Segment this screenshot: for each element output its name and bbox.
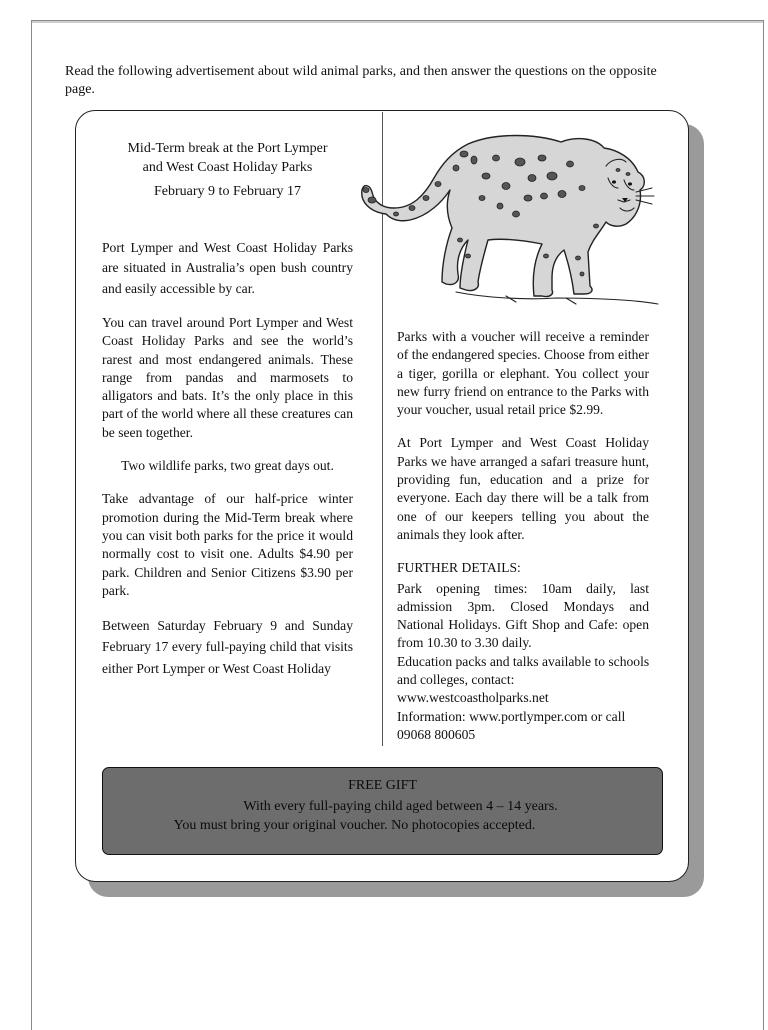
further-details-body [397, 580, 649, 745]
advertisement-right-column [397, 328, 649, 744]
advertisement-title [102, 140, 353, 202]
advertisement-left-column [102, 140, 353, 679]
instruction-text: Read the following advertisement about wild animal parks, and then answer the questions on the opposite page. [65, 64, 657, 97]
paragraph-voucher-start: Between Saturday February 9 and Sunday February 17 every full-paying child that visits either Port Lymper or West Coast Holiday [102, 618, 353, 676]
paragraph-location: Port Lymper and West Coast Holiday Parks are situated in Australia’s open bush country and easily accessible by car. [102, 239, 353, 296]
free-gift-line-1: With every full-paying child aged between 4 – 14 years. [243, 799, 558, 814]
title-line-1: Mid-Term break at the Port Lymper [127, 141, 328, 156]
education-line-2: and colleges, contact: [397, 672, 515, 688]
paragraph-voucher-gift: Parks with a voucher will receive a reminder of the endangered species. Choose from either a tiger, gorilla or elephant. You collect your new furry friend on entrance to the Parks with your voucher, usual retail price $2.99. [397, 329, 649, 418]
event-dates: February 9 to February 17 [154, 184, 301, 199]
further-details-heading: FURTHER DETAILS: [397, 560, 521, 576]
tagline: Two wildlife parks, two great days out. [121, 458, 334, 474]
title-line-2: and West Coast Holiday Parks [142, 159, 313, 175]
phone-number: 09068 800605 [397, 726, 476, 742]
website-address: www.westcoastholparks.net [397, 690, 549, 706]
free-gift-box [102, 767, 663, 855]
free-gift-line-2: You must bring your original voucher. No photocopies accepted. [173, 818, 536, 833]
information-line: Information: www.portlymper.com or call [397, 708, 626, 724]
paragraph-animals: You can travel around Port Lymper and West Coast Holiday Parks and see the world’s rarest and most endangered animals. These range from pandas and marmosets to alligators and bats. It’s the only place in this part of the world where all these creatures can be seen together. [102, 315, 353, 440]
leopard-illustration-icon [356, 128, 666, 310]
free-gift-title: FREE GIFT [348, 778, 417, 793]
paragraph-treasure-hunt: At Port Lymper and West Coast Holiday Parks we have arranged a safari treasure hunt, providing fun, education and a prize for everyone. Each day there will be a talk from one of our keepers telling you about the animals they look after. [397, 435, 649, 542]
opening-times: Park opening times: 10am daily, last admission 3pm. Closed Mondays and National Holidays. Gift Shop and Cafe: open from 10.30 to 3.30 daily. [397, 580, 649, 651]
paragraph-promotion: Take advantage of our half-price winter promotion during the Mid-Term break where you can visit both parks for the price it would normally cost to visit one. Adults $4.90 per park. Children and Senior Citizens $3.90 per park. [102, 491, 353, 598]
education-line-1: Education packs and talks available to schools [397, 653, 650, 669]
